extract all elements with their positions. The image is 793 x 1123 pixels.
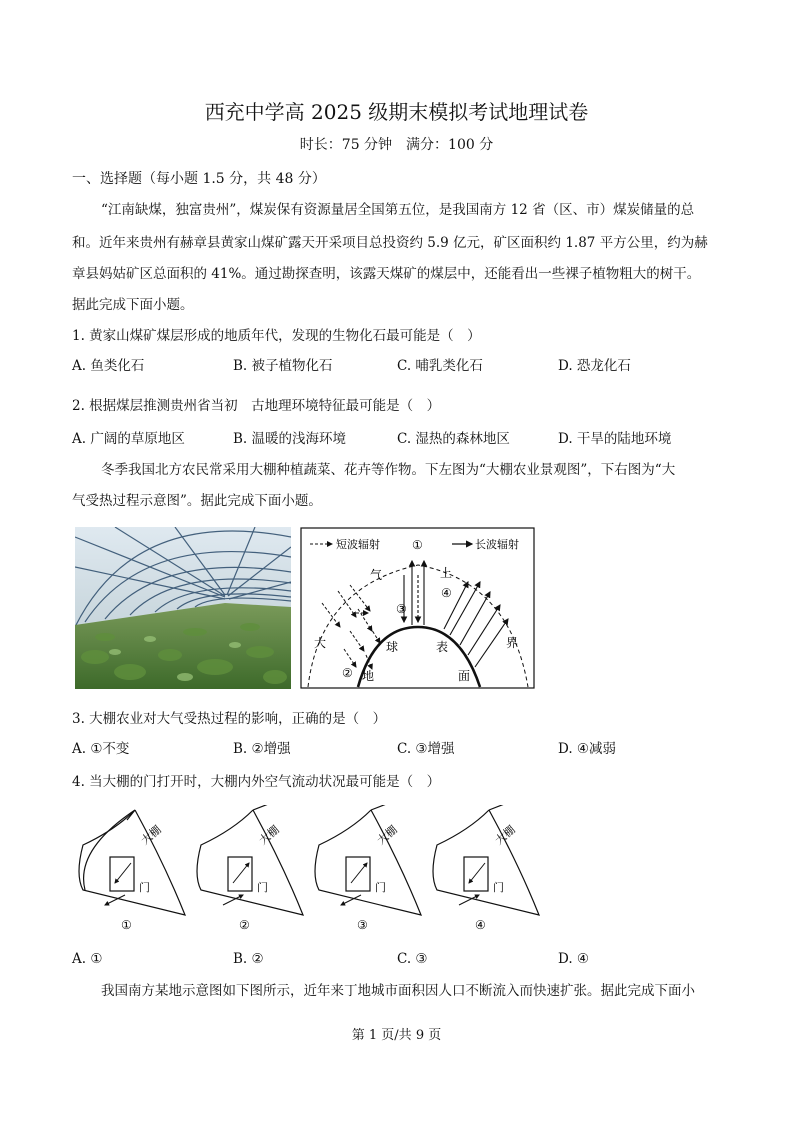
door-figure-2 [197, 805, 303, 932]
passage1-line3: 章县妈姑矿区总面积的 41%。通过勘探查明，该露天煤矿的煤层中，还能看出一些裸子植物粗大的树干。 [72, 266, 701, 282]
q3-option-c[interactable]: C. ③增强 [397, 741, 455, 757]
door-label: 门 [493, 881, 504, 894]
legend-short-wave: 短波辐射 [336, 538, 380, 551]
greenhouse-door-figures [75, 805, 715, 935]
atm-char-1: 大 [314, 636, 327, 650]
q2-option-d[interactable]: D. 干旱的陆地环境 [558, 431, 672, 447]
atm-char-2: 气 [370, 568, 383, 582]
q3-option-a[interactable]: A. ①不变 [72, 741, 130, 757]
question-4-stem: 4. 当大棚的门打开时，大棚内外空气流动状况最可能是（ ） [72, 774, 441, 790]
q4-option-d[interactable]: D. ④ [558, 951, 590, 967]
figure-num-2: ② [239, 918, 250, 932]
page-footer: 第 1 页/共 9 页 [351, 1028, 442, 1043]
q1-option-d[interactable]: D. 恐龙化石 [558, 358, 631, 374]
passage1-line2: 和。近年来贵州有赫章县黄家山煤矿露天开采项目总投资约 5.9 亿元，矿区面积约 1.87 平方公里，约为赫 [72, 235, 708, 251]
greenhouse-label: 大棚 [256, 823, 282, 848]
question-2-stem: 2. 根据煤层推测贵州省当初 古地理环境特征最可能是（ ） [72, 398, 441, 414]
question-3-stem: 3. 大棚农业对大气受热过程的影响，正确的是（ ） [72, 711, 387, 727]
label-3: ③ [396, 602, 407, 616]
door-figure-1 [79, 810, 185, 932]
door-figure-4 [433, 805, 539, 932]
q2-option-b[interactable]: B. 温暖的浅海环境 [233, 431, 347, 447]
atm-char-3: 上 [440, 566, 453, 580]
atmosphere-heating-diagram [300, 527, 536, 690]
figure-num-1: ① [121, 918, 132, 932]
atm-char-4: 界 [506, 636, 519, 650]
ground-char-2: 球 [386, 640, 399, 654]
q3-option-b[interactable]: B. ②增强 [233, 741, 291, 757]
q4-option-a[interactable]: A. ① [72, 951, 103, 967]
greenhouse-label: 大棚 [492, 823, 518, 848]
legend-long-wave: 长波辐射 [475, 538, 519, 551]
question-1-stem: 1. 黄家山煤矿煤层形成的地质年代，发现的生物化石最可能是（ ） [72, 328, 481, 344]
ground-char-1: 地 [362, 669, 375, 683]
q2-option-a[interactable]: A. 广阔的草原地区 [72, 431, 185, 447]
passage3-line1: 我国南方某地示意图如下图所示，近年来丁地城市面积因人口不断流入而快速扩张。据此完成下面小 [101, 983, 695, 999]
q4-option-b[interactable]: B. ② [233, 951, 264, 967]
label-2: ② [342, 666, 353, 680]
q1-option-a[interactable]: A. 鱼类化石 [72, 358, 145, 374]
figure-num-3: ③ [357, 918, 368, 932]
q4-option-c[interactable]: C. ③ [397, 951, 428, 967]
q1-option-b[interactable]: B. 被子植物化石 [233, 358, 333, 374]
section-heading: 一、选择题（每小题 1.5 分，共 48 分） [72, 171, 326, 187]
q1-option-c[interactable]: C. 哺乳类化石 [397, 358, 483, 374]
door-figure-3 [315, 805, 421, 932]
door-label: 门 [375, 881, 386, 894]
door-label: 门 [139, 881, 150, 894]
label-4: ④ [441, 586, 452, 600]
q3-option-d[interactable]: D. ④减弱 [558, 741, 617, 757]
passage1-line4: 据此完成下面小题。 [72, 297, 194, 313]
passage2-line2: 气受热过程示意图”。据此完成下面小题。 [72, 493, 322, 509]
greenhouse-label: 大棚 [138, 823, 164, 848]
greenhouse-label: 大棚 [374, 823, 400, 848]
ground-char-3: 表 [436, 640, 449, 654]
exam-info: 时长：75 分钟 满分：100 分 [299, 137, 494, 153]
page-title: 西充中学高 2025 级期末模拟考试地理试卷 [204, 100, 589, 124]
label-1: ① [412, 538, 423, 552]
door-label: 门 [257, 881, 268, 894]
ground-char-4: 面 [458, 669, 471, 683]
passage2-line1: 冬季我国北方农民常采用大棚种植蔬菜、花卉等作物。下左图为“大棚农业景观图”，下右图为“大 [101, 462, 676, 478]
q2-option-c[interactable]: C. 湿热的森林地区 [397, 431, 510, 447]
passage1-line1: “江南缺煤，独富贵州”，煤炭保有资源量居全国第五位，是我国南方 12 省（区、市）煤炭储量的总 [101, 202, 695, 218]
greenhouse-photo [75, 527, 291, 689]
figure-num-4: ④ [475, 918, 486, 932]
